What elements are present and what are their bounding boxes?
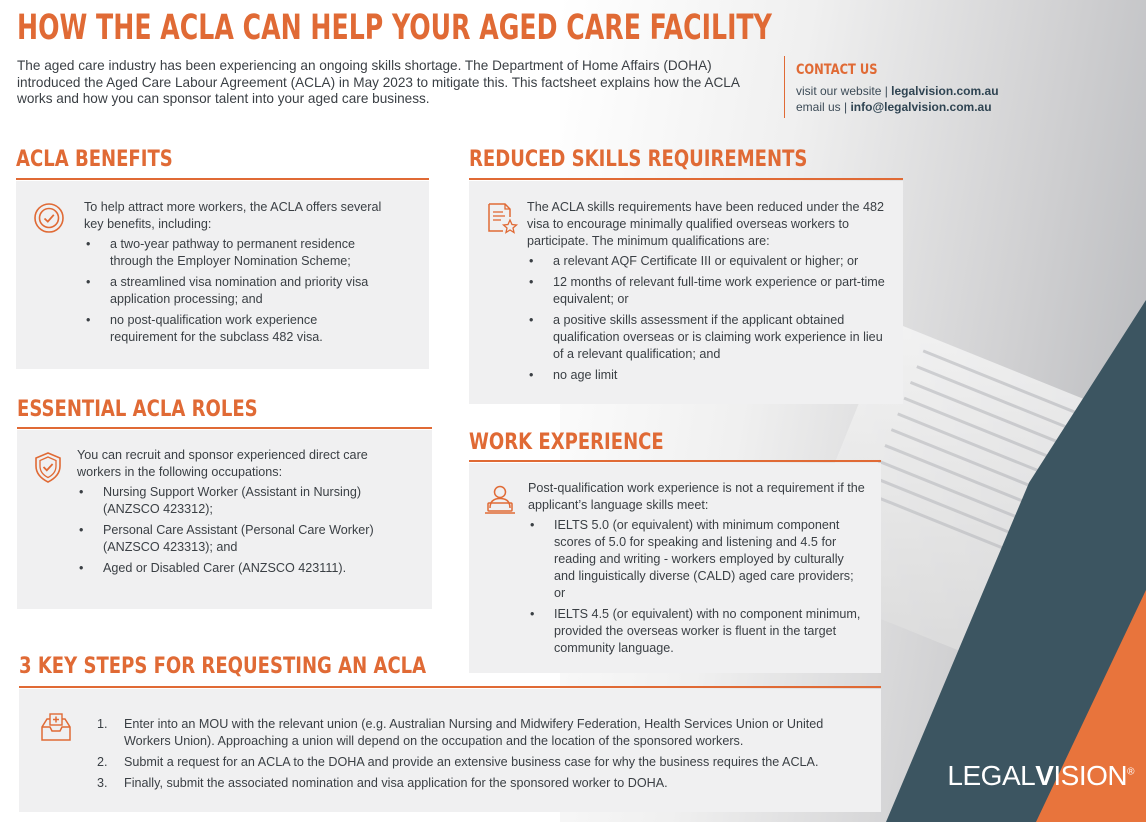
shield-check-icon bbox=[31, 450, 65, 484]
page-title: HOW THE ACLA CAN HELP YOUR AGED CARE FACILITY bbox=[17, 8, 772, 48]
list-item: • a two-year pathway to permanent residence through the Employer Nomination Scheme; bbox=[84, 236, 384, 270]
contact-block bbox=[784, 56, 999, 118]
list-item: • 12 months of relevant full-time work experience or part-time equivalent; or bbox=[527, 274, 889, 308]
steps-rule bbox=[19, 686, 881, 688]
list-item: • Nursing Support Worker (Assistant in Nursing) (ANZSCO 423312); bbox=[77, 484, 397, 518]
list-item: • a streamlined visa nomination and priority visa application processing; and bbox=[84, 274, 384, 308]
email-row: email us | info@legalvision.com.au bbox=[796, 100, 992, 114]
benefits-lead: To help attract more workers, the ACLA offers several key benefits, including: bbox=[84, 200, 382, 231]
intro-text: The aged care industry has been experiencing an ongoing skills shortage. The Department of Home Affairs (DOHA) introduced the Aged Care Labour Agreement (ACLA) in May 2023 to mitigate this. This factsheet explains how the ACLA works and how you can sponsor talent into your aged care business. bbox=[17, 58, 740, 106]
steps-text bbox=[97, 716, 857, 796]
website-link[interactable]: legalvision.com.au bbox=[891, 84, 999, 98]
list-item: • no age limit bbox=[527, 367, 889, 384]
list-item: • a positive skills assessment if the applicant obtained qualification overseas or is claiming work experience in lieu of a relevant qualification; and bbox=[527, 312, 889, 363]
list-item: 2. Submit a request for an ACLA to the DOHA and provide an extensive business case for why the business requires the ACLA. bbox=[97, 755, 819, 769]
skills-heading: REDUCED SKILLS REQUIREMENTS bbox=[469, 147, 808, 172]
check-circle-icon bbox=[32, 201, 66, 235]
benefits-rule bbox=[16, 178, 429, 180]
roles-box bbox=[17, 430, 432, 609]
benefits-box bbox=[16, 181, 429, 369]
roles-list bbox=[77, 484, 397, 577]
skills-box bbox=[469, 181, 903, 404]
benefits-list bbox=[84, 236, 384, 346]
email-link[interactable]: info@legalvision.com.au bbox=[850, 100, 992, 114]
list-item: • IELTS 4.5 (or equivalent) with no component minimum, provided the overseas worker is fluent in the target community language. bbox=[528, 606, 868, 657]
skills-list bbox=[527, 253, 889, 384]
website-row: visit our website | legalvision.com.au bbox=[796, 84, 999, 98]
list-item: • no post-qualification work experience requirement for the subclass 482 visa. bbox=[84, 312, 384, 346]
experience-list bbox=[528, 517, 868, 657]
skills-lead: The ACLA skills requirements have been reduced under the 482 visa to encourage minimally qualified overseas workers to participate. The minimum qualifications are: bbox=[527, 200, 885, 248]
benefits-heading: ACLA BENEFITS bbox=[16, 147, 173, 172]
inbox-add-icon bbox=[39, 711, 73, 745]
list-item: • IELTS 5.0 (or equivalent) with minimum component scores of 5.0 for speaking and listening and 4.5 for reading and writing - workers employed by culturally and linguistically diverse (CALD) aged care providers; or bbox=[528, 517, 868, 602]
contact-title: CONTACT US bbox=[796, 62, 878, 78]
experience-box bbox=[469, 463, 881, 673]
roles-text bbox=[77, 447, 397, 581]
worker-laptop-icon bbox=[483, 483, 517, 517]
benefits-text bbox=[84, 199, 384, 350]
roles-heading: ESSENTIAL ACLA ROLES bbox=[17, 397, 258, 422]
roles-lead: You can recruit and sponsor experienced direct care workers in the following occupations: bbox=[77, 448, 368, 479]
list-item: • Aged or Disabled Carer (ANZSCO 423111). bbox=[77, 560, 397, 577]
certificate-icon bbox=[485, 201, 519, 235]
list-item: 1. Enter into an MOU with the relevant union (e.g. Australian Nursing and Midwifery Federation, Health Services Union or United Workers Union). Approaching a union will depend on the occupation and the location of the sponsored workers. bbox=[97, 717, 824, 748]
list-item: • Personal Care Assistant (Personal Care Worker) (ANZSCO 423313); and bbox=[77, 522, 397, 556]
steps-box bbox=[19, 689, 881, 812]
roles-rule bbox=[17, 427, 432, 429]
experience-rule bbox=[469, 460, 881, 462]
experience-lead: Post-qualification work experience is not a requirement if the applicant’s language skills meet: bbox=[528, 481, 865, 512]
steps-heading: 3 KEY STEPS FOR REQUESTING AN ACLA bbox=[19, 654, 427, 679]
experience-text bbox=[528, 480, 868, 661]
steps-list bbox=[97, 716, 857, 792]
skills-text bbox=[527, 199, 889, 388]
skills-rule bbox=[469, 178, 903, 180]
legalvision-logo: LEGALVISION® bbox=[947, 760, 1134, 791]
experience-heading: WORK EXPERIENCE bbox=[469, 430, 664, 455]
list-item: • a relevant AQF Certificate III or equivalent or higher; or bbox=[527, 253, 889, 270]
list-item: 3. Finally, submit the associated nomination and visa application for the sponsored worker to DOHA. bbox=[97, 776, 668, 790]
